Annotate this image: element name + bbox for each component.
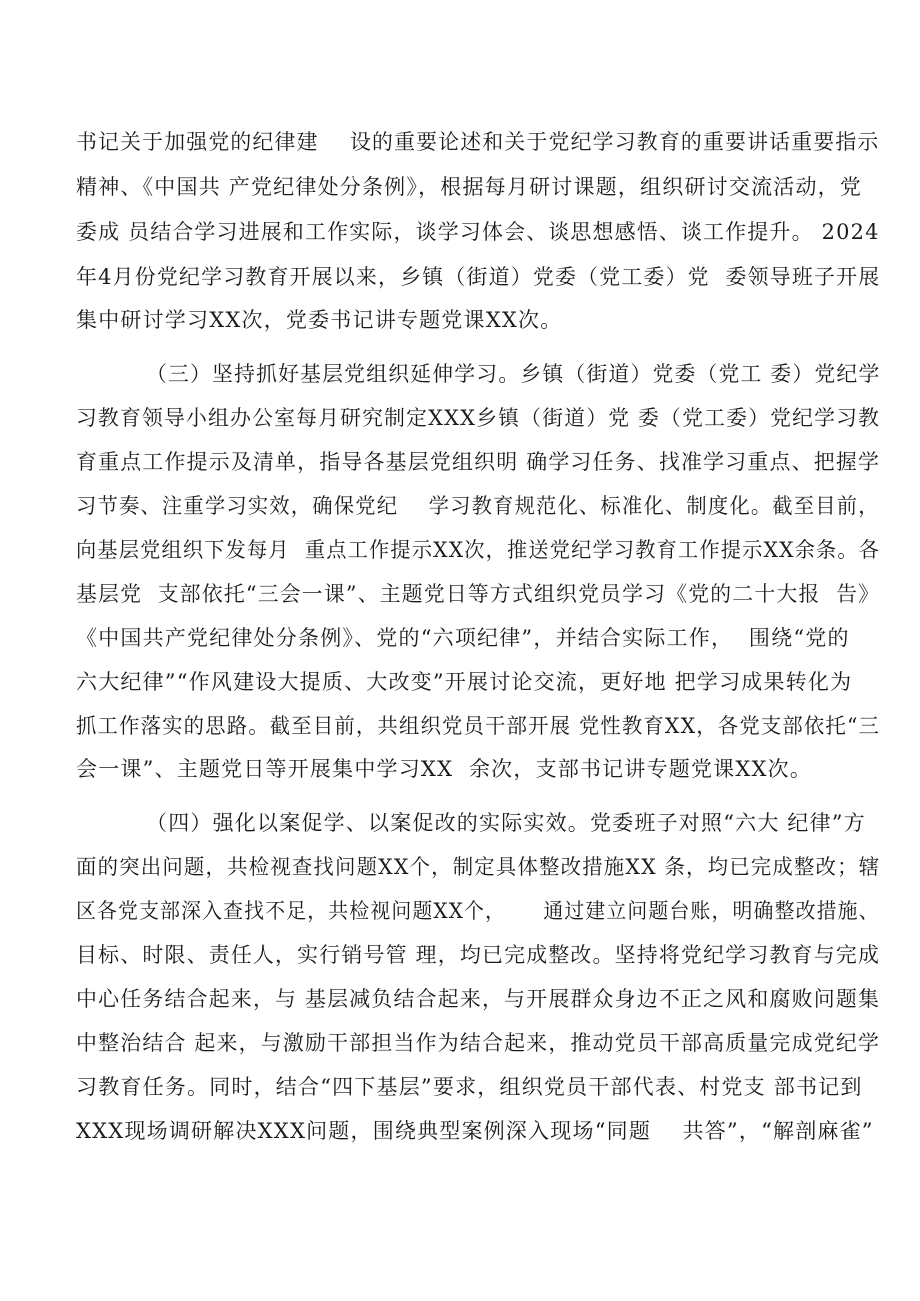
para1-line-3: 委成 员结合学习进展和工作实际，谈学习体会、谈思想感悟、谈工作提升。 2024 [76,220,880,244]
para2-line-7: 《中国共产党纪律处分条例》、党的“六项纪律”，并结合实际工作， 围绕“党的 [76,626,850,650]
para2-line-4: 习节奏、注重学习实效，确保党纪 学习教育规范化、标准化、制度化。截至目前， [76,494,880,518]
para2-line-8: 六大纪律”“作风建设大提质、大改变”开展讨论交流，更好地 把学习成果转化为 [76,670,853,694]
para2-line-10: 会一课”、主题党日等开展集中学习XX 余次，支部书记讲专题党课XX次。 [76,757,813,781]
para2-line-5: 向基层党组织下发每月 重点工作提示XX次，推送党纪学习教育工作提示XX余条。各 [76,538,881,562]
para1-line-4: 年4月份党纪学习教育开展以来，乡镇（街道）党委（党工委）党 委领导班子开展 [76,265,881,289]
para3-line-7: 习教育任务。同时，结合“四下基层”要求，组织党员干部代表、村党支 部书记到 [76,1075,863,1099]
para2-line-1: （三）坚持抓好基层党组织延伸学习。乡镇（街道）党委（党工 委）党纪学 [146,362,881,386]
para3-line-5: 中心任务结合起来，与 基层减负结合起来，与开展群众身边不正之风和腐败问题集 [76,987,881,1011]
para3-line-4: 目标、时限、责任人，实行销号管 理，均已完成整改。坚持将党纪学习教育与完成 [76,943,881,967]
para2-line-3: 育重点工作提示及清单，指导各基层党组织明 确学习任务、找准学习重点、把握学 [76,450,881,474]
para1-line-5: 集中研讨学习XX次，党委书记讲专题党课XX次。 [76,308,563,332]
para1-line-2: 精神、《中国共 产党纪律处分条例》，根据每月研讨课题，组织研讨交流活动，党 [76,175,863,199]
para3-line-8: XXX现场调研解决XXX问题，围绕典型案例深入现场“同题 共答”，“解剖麻雀” [76,1119,874,1143]
para3-line-2: 面的突出问题，共检视查找问题XX个，制定具体整改措施XX 条，均已完成整改；辖 [76,855,881,879]
para3-line-3: 区各党支部深入查找不足，共检视问题XX个， 通过建立问题台账，明确整改措施、 [76,899,880,923]
para3-line-1: （四）强化以案促学、以案促改的实际实效。党委班子对照“六大 纪律”方 [146,811,866,835]
para2-line-6: 基层党 支部依托“三会一课”、主题党日等方式组织党员学习《党的二十大报 告》 [76,582,881,606]
para1-line-1: 书记关于加强党的纪律建 设的重要论述和关于党纪学习教育的重要讲话重要指示 [76,130,880,154]
para2-line-9: 抓工作落实的思路。截至目前，共组织党员干部开展 党性教育XX，各党支部依托“三 [76,714,881,738]
para3-line-6: 中整治结合 起来，与激励干部担当作为结合起来，推动党员干部高质量完成党纪学 [76,1031,881,1055]
para2-line-2: 习教育领导小组办公室每月研究制定XXX乡镇（街道）党 委（党工委）党纪学习教 [76,406,881,430]
